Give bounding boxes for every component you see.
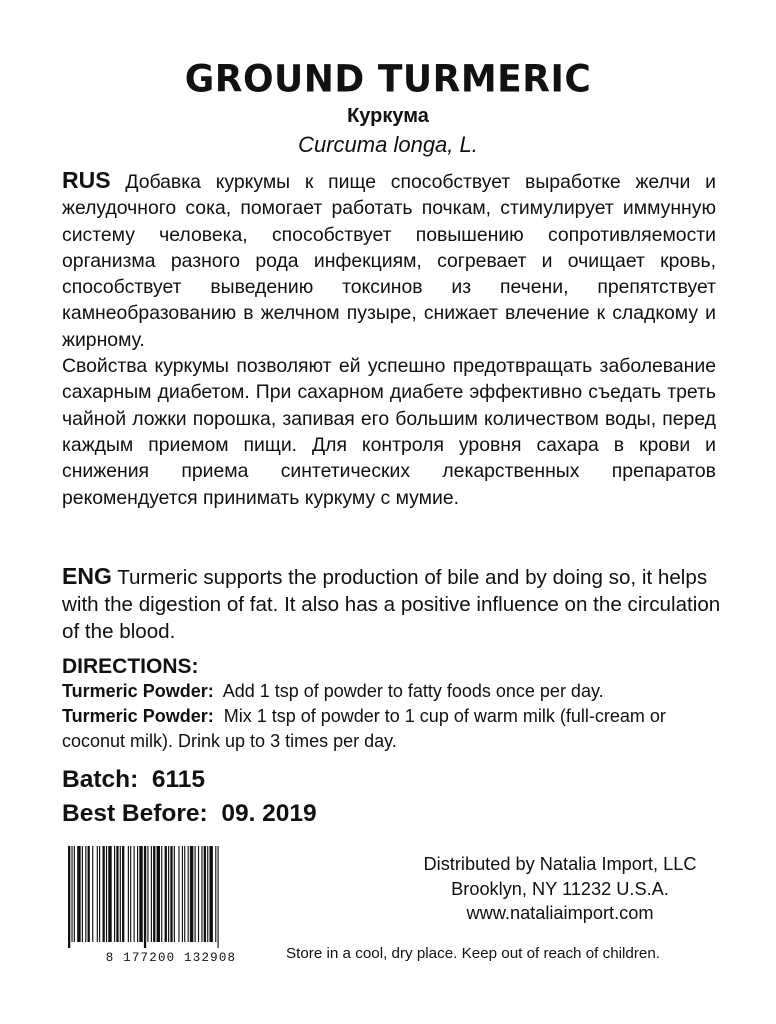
barcode-bar bbox=[77, 846, 80, 942]
barcode-bar bbox=[97, 846, 98, 942]
rus-tag: RUS bbox=[62, 167, 111, 193]
direction-label: Turmeric Powder: bbox=[62, 706, 214, 726]
distributor-address: Brooklyn, NY 11232 U.S.A. bbox=[451, 878, 669, 899]
batch-value: 6115 bbox=[151, 766, 206, 793]
barcode-bar bbox=[134, 846, 135, 942]
product-title: GROUND TURMERIC bbox=[184, 57, 592, 101]
direction-item bbox=[62, 704, 727, 754]
barcode-bar bbox=[106, 846, 107, 942]
barcode-bar bbox=[116, 846, 118, 942]
barcode-bar bbox=[108, 846, 111, 942]
barcode-bar bbox=[204, 846, 206, 942]
russian-description bbox=[62, 167, 716, 511]
barcode-bar bbox=[71, 846, 72, 942]
barcode-bar bbox=[92, 846, 93, 942]
eng-tag: ENG bbox=[62, 563, 112, 589]
barcode-bar bbox=[130, 846, 131, 942]
barcode-bar bbox=[85, 846, 86, 942]
barcode-bar bbox=[190, 846, 193, 942]
barcode-bar bbox=[122, 846, 124, 942]
barcode-bar bbox=[144, 846, 146, 948]
barcode-bar bbox=[209, 846, 212, 942]
barcode-bar bbox=[182, 846, 183, 942]
barcode-bar bbox=[215, 846, 216, 942]
barcode bbox=[60, 840, 282, 966]
directions-list bbox=[62, 679, 727, 754]
barcode-bar bbox=[128, 846, 129, 942]
barcode-bars bbox=[68, 846, 219, 948]
barcode-bar bbox=[99, 846, 100, 942]
english-text: Turmeric supports the production of bile and by doing so, it helps with the digestion of fat. It also has a positive influence on the circulation of the blood. bbox=[62, 566, 721, 643]
russian-text-1: Добавка куркумы к пище способствует выработке желчи и желудочного сока, помогает работать почкам, стимулирует иммунную систему человека, способствует повышению сопротивляемости организма разного рода инфекциям, согревает и очищает кровь, способствует выведению токсинов из печени, препятствует камнеобразованию в желчном пузыре, снижает влечение к сладкому и жирному. bbox=[62, 171, 716, 351]
barcode-bar bbox=[184, 846, 185, 942]
barcode-bar bbox=[201, 846, 202, 942]
distributor-name: Distributed by Natalia Import, LLC bbox=[423, 854, 697, 874]
barcode-bar bbox=[88, 846, 90, 942]
distributor-info bbox=[360, 852, 760, 926]
barcode-bar bbox=[207, 846, 208, 942]
direction-text: Mix 1 tsp of powder to 1 cup of warm milk (full-cream or coconut milk). Drink up to 3 times per day. bbox=[62, 706, 666, 751]
batch-number bbox=[62, 764, 205, 796]
storage-note: Store in a cool, dry place. Keep out of reach of children. bbox=[286, 945, 660, 962]
barcode-bar bbox=[103, 846, 105, 942]
barcode-bar bbox=[157, 846, 160, 942]
english-description bbox=[62, 563, 722, 645]
directions-heading: DIRECTIONS: bbox=[62, 655, 199, 678]
barcode-bar bbox=[139, 846, 142, 942]
barcode-bar bbox=[174, 846, 175, 942]
barcode-bar bbox=[195, 846, 196, 942]
barcode-bar bbox=[151, 846, 152, 942]
barcode-digits: 8 177200 132908 bbox=[105, 951, 237, 965]
barcode-bar bbox=[68, 846, 70, 948]
barcode-bar bbox=[188, 846, 189, 942]
barcode-bar bbox=[165, 846, 167, 942]
russian-name: Куркума bbox=[347, 105, 429, 127]
best-before-value: 09. 2019 bbox=[221, 800, 317, 827]
barcode-bar bbox=[218, 846, 219, 948]
barcode-bar bbox=[153, 846, 155, 942]
distributor-website: www.nataliaimport.com bbox=[466, 903, 654, 923]
direction-label: Turmeric Powder: bbox=[62, 681, 214, 701]
barcode-bar bbox=[114, 846, 115, 942]
barcode-bar bbox=[161, 846, 162, 942]
direction-item bbox=[62, 679, 727, 704]
barcode-bar bbox=[147, 846, 148, 942]
barcode-bar bbox=[168, 846, 169, 942]
best-before-label: Best Before: bbox=[62, 800, 208, 827]
batch-label: Batch: bbox=[62, 766, 139, 793]
direction-text: Add 1 tsp of powder to fatty foods once per day. bbox=[222, 681, 604, 701]
russian-paragraph-1 bbox=[62, 167, 716, 353]
russian-paragraph-2: Свойства куркумы позволяют ей успешно предотвращать заболевание сахарным диабетом. При сахарном диабете эффективно съедать треть чайной ложки порошка, запивая его большим количеством воды, перед каждым приемом пищи. Для контроля уровня сахара в крови и снижения приема синтетических лекарственных препаратов рекомендуется принимать куркуму с мумие. bbox=[62, 355, 716, 509]
barcode-bar bbox=[74, 846, 75, 942]
barcode-bar bbox=[137, 846, 138, 942]
best-before-date bbox=[62, 798, 317, 830]
barcode-bar bbox=[120, 846, 121, 942]
latin-name: Curcuma longa, L. bbox=[298, 132, 478, 157]
barcode-bar bbox=[178, 846, 179, 942]
barcode-bar bbox=[198, 846, 199, 942]
barcode-bar bbox=[170, 846, 172, 942]
barcode-bar bbox=[82, 846, 83, 942]
